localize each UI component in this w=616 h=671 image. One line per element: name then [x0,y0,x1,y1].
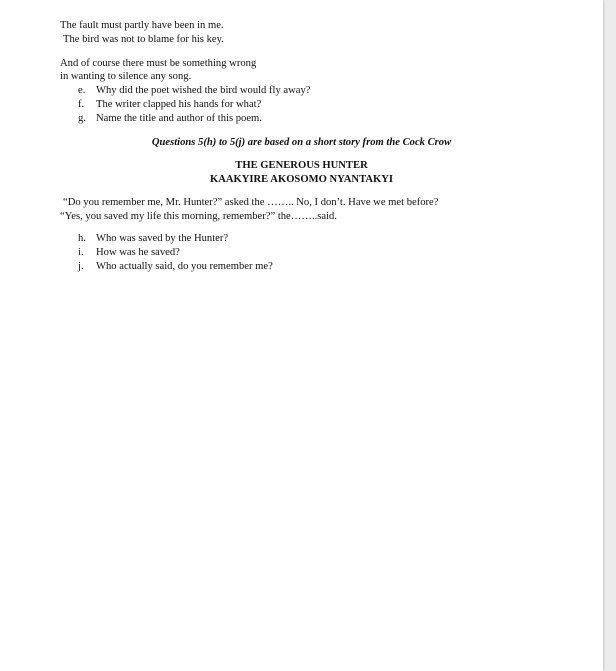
story-author: KAAKYIRE AKOSOMO NYANTAKYI [209,174,394,185]
question-text: Name the title and author of this poem. [96,113,262,124]
question-text: The writer clapped his hands for what? [96,99,262,110]
question-text: How was he saved? [96,247,180,258]
question-text: Why did the poet wished the bird would fly away? [96,85,311,96]
question-text: Who actually said, do you remember me? [96,261,273,272]
poem-line-1: The fault must partly have been in me. [60,20,224,31]
dialogue-line-1: “Do you remember me, Mr. Hunter?” asked the …….. No, I don’t. Have we met before? [63,197,439,208]
poem-line-2: The bird was not to blame for his key. [63,34,224,45]
question-letter: f. [78,99,85,110]
dialogue-line-2: “Yes, you saved my life this morning, remember?” the……..said. [60,211,337,222]
story-title: THE GENEROUS HUNTER [235,160,368,171]
question-letter: j. [78,261,84,272]
question-letter: e. [78,85,86,96]
question-letter: h. [78,233,86,244]
section-heading: Questions 5(h) to 5(j) are based on a short story from the Cock Crow [151,137,452,148]
question-text: Who was saved by the Hunter? [96,233,229,244]
poem-line-4: in wanting to silence any song. [60,71,192,82]
poem-line-3: And of course there must be something wrong [60,58,257,69]
question-letter: i. [78,247,84,258]
question-letter: g. [78,113,86,124]
